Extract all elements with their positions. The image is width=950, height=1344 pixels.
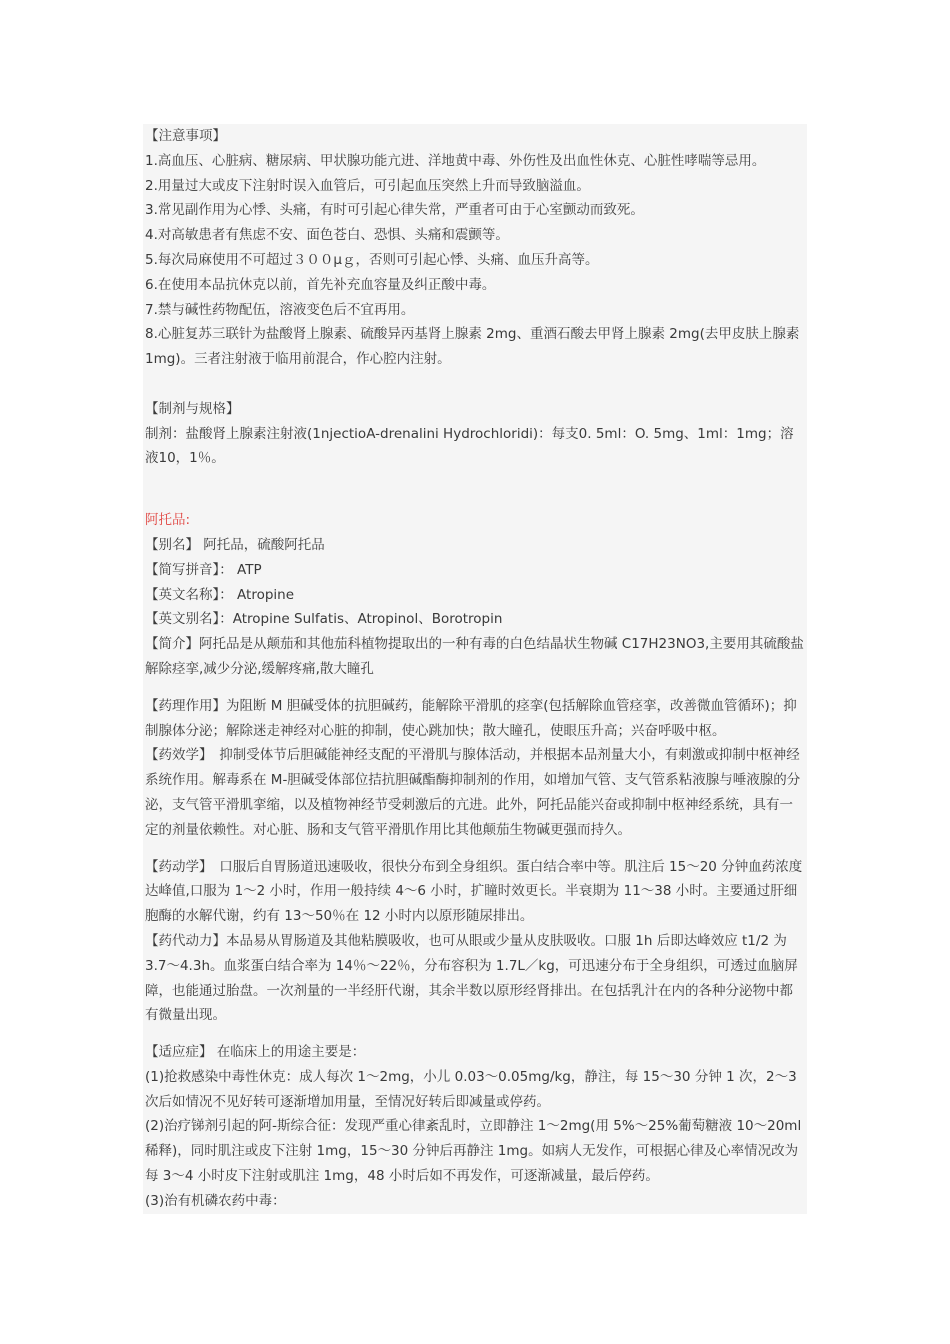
drug-alias: 【别名】 阿托品，硫酸阿托品 xyxy=(145,536,325,553)
notes-item: 1.高血压、心脏病、糖尿病、甲状腺功能亢进、洋地黄中毒、外伤性及出血性休克、心脏性哮喘等忌用。 xyxy=(145,152,766,169)
indication-item: (1)抢救感染中毒性休克：成人每次 1～2mg，小儿 0.03～0.05mg/kg，静注，每 15～30 分钟 1 次，2～3 次后如情况不见好转可逐渐增加用量，至情况好转后即减量或停药。 xyxy=(145,1068,797,1110)
pharmacology-section: 【药理作用】为阻断 M 胆碱受体的抗胆碱药，能解除平滑肌的痉挛(包括解除血管痉挛，改善微血管循环)；抑制腺体分泌；解除迷走神经对心脏的抑制，使心跳加快；散大瞳孔，使眼压升高；兴奋呼吸中枢。 xyxy=(145,697,797,739)
document-body xyxy=(145,124,805,1214)
kinetics-power-section: 【药代动力】本品易从胃肠道及其他粘膜吸收，也可从眼或少量从皮肤吸收。口服 1h 后即达峰效应 t1/2 为 3.7～4.3h。血浆蛋白结合率为 14％～22％，分布容积为 1.7L／kg，可迅速分布于全身组织，可透过血脑屏障，也能通过胎盘。一次剂量的一半经肝代谢，其余半数以原形经肾排出。在包括乳汁在内的各种分泌物中都有微量出现。 xyxy=(145,932,798,1024)
drug-english-name: 【英文名称】： Atropine xyxy=(145,586,295,603)
drug-english-alias: 【英文别名】：Atropine Sulfatis、Atropinol、Borotropin xyxy=(145,611,503,628)
notes-item: 4.对高敏患者有焦虑不安、面色苍白、恐惧、头痛和震颤等。 xyxy=(145,227,509,244)
drug-intro: 【简介】阿托品是从颠茄和其他茄科植物提取出的一种有毒的白色结晶状生物碱 C17H23NO3,主要用其硫酸盐解除痉挛,减少分泌,缓解疼痛,散大瞳孔 xyxy=(145,636,804,677)
notes-item: 5.每次局麻使用不可超过３００μｇ，否则可引起心悸、头痛、血压升高等。 xyxy=(145,251,599,268)
preparation-heading: 【制剂与规格】 xyxy=(145,400,240,417)
pharmacodynamics-section: 【药效学】 抑制受体节后胆碱能神经支配的平滑肌与腺体活动，并根据本品剂量大小，有刺激或抑制中枢神经系统作用。解毒系在 M-胆碱受体部位拮抗胆碱酯酶抑制剂的作用，如增加气管、支气管系粘液腺与唾液腺的分泌，支气管平滑肌挛缩，以及植物神经节受刺激后的亢进。此外，阿托品能兴奋或抑制中枢神经系统，具有一定的剂量依赖性。对心脏、肠和支气管平滑肌作用比其他颠茄生物碱更强而持久。 xyxy=(145,747,801,838)
notes-heading: 【注意事项】 xyxy=(145,128,226,144)
notes-item: 6.在使用本品抗休克以前，首先补充血容量及纠正酸中毒。 xyxy=(145,276,496,293)
preparation-text: 制剂：盐酸肾上腺素注射液(1njectioA-drenalini Hydrochloridi)：每支0. 5ml：O. 5mg、1ml：1mg；溶液10，1％。 xyxy=(145,425,794,467)
notes-item: 3.常见副作用为心悸、头痛，有时可引起心律失常，严重者可由于心室颤动而致死。 xyxy=(145,202,644,219)
notes-item: 2.用量过大或皮下注射时误入血管后，可引起血压突然上升而导致脑溢血。 xyxy=(145,177,590,194)
notes-item: 7.禁与碱性药物配伍，溶液变色后不宜再用。 xyxy=(145,301,415,318)
notes-item: 8.心脏复苏三联针为盐酸肾上腺素、硫酸异丙基肾上腺素 2mg、重酒石酸去甲肾上腺素 2mg(去甲皮肤上腺素 1mg)。三者注射液于临用前混合，作心腔内注射。 xyxy=(145,326,800,368)
pharmacokinetics-section: 【药动学】 口服后自胃肠道迅速吸收，很快分布到全身组织。蛋白结合率中等。肌注后 15～20 分钟血药浓度达峰值,口服为 1～2 小时，作用一般持续 4～6 小时，扩瞳时效更长。半衰期为 11～38 小时。主要通过肝细胞酶的水解代谢，约有 13～50％在 12 小时内以原形随尿排出。 xyxy=(145,858,803,925)
indications-heading: 【适应症】 在临床上的用途主要是： xyxy=(145,1044,366,1061)
indication-item: (2)治疗锑剂引起的阿-斯综合征：发现严重心律紊乱时，立即静注 1～2mg(用 5%～25%葡萄糖液 10～20ml 稀释)，同时肌注或皮下注射 1mg，15～30 分钟后再静注 1mg。如病人无发作，可根据心律及心率情况改为每 3～4 小时皮下注射或肌注 1mg，48 小时后如不再发作，可逐渐减量，最后停药。 xyxy=(145,1118,802,1185)
indication-item: (3)治有机磷农药中毒： xyxy=(145,1192,286,1209)
drug-abbr: 【简写拼音】： ATP xyxy=(145,561,262,578)
drug-name: 阿托品: xyxy=(145,512,191,529)
